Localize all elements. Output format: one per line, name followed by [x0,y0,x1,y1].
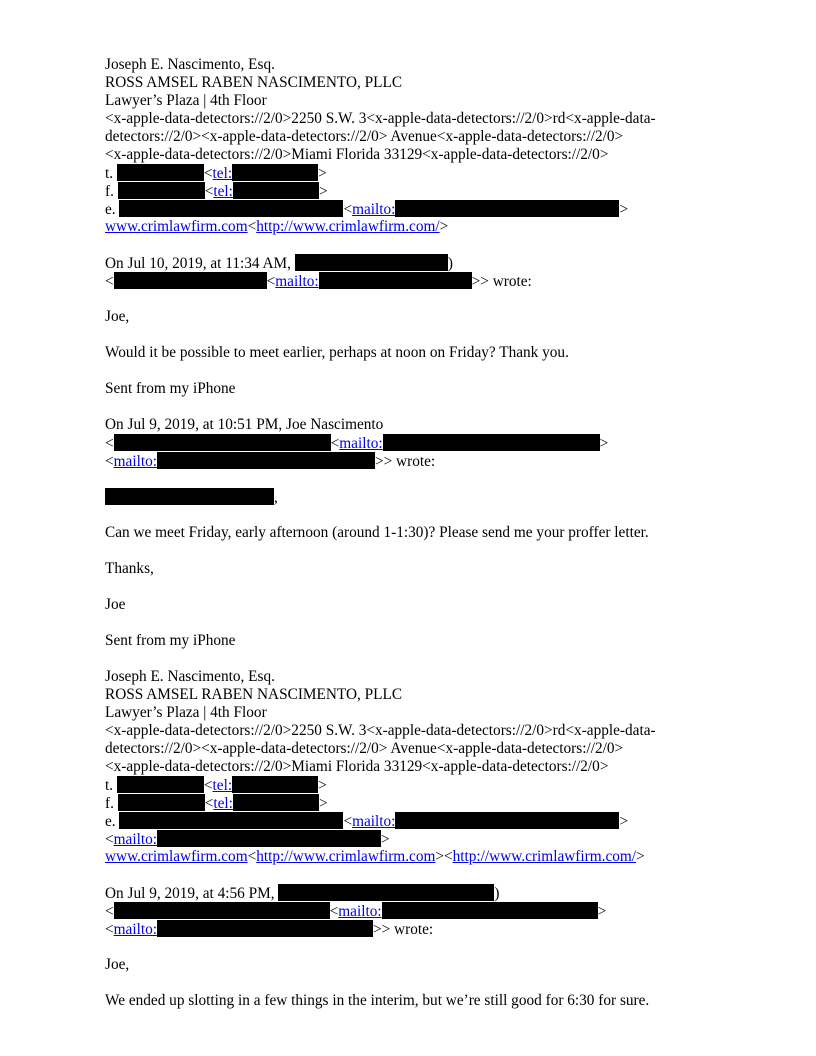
redaction [114,434,331,451]
redaction [319,272,472,289]
lt-symbol: < [329,903,339,920]
website-link[interactable]: www.crimlawfirm.com [105,218,248,235]
msg2-thanks: Thanks, [105,560,154,577]
msg1-header-line-1 [105,254,453,273]
tel-link[interactable]: tel: [212,165,233,182]
sig1-website-line [105,218,448,236]
sig1-firm: ROSS AMSEL RABEN NASCIMENTO, PLLC [105,74,403,91]
mailto-link[interactable]: mailto: [352,201,396,218]
sig2-firm: ROSS AMSEL RABEN NASCIMENTO, PLLC [105,686,403,703]
msg3-header-text: On Jul 9, 2019, at 4:56 PM, [105,885,275,902]
lt-symbol: < [330,435,340,452]
mailto-link[interactable]: mailto: [113,921,157,938]
redaction [157,452,375,469]
sig2-email-line-2 [105,830,390,849]
msg1-body: Would it be possible to meet earlier, perhaps at noon on Friday? Thank you. [105,344,569,361]
fax-prefix: f. [105,795,114,812]
msg2-header-line-1: On Jul 9, 2019, at 10:51 PM, Joe Nascimento [105,416,384,433]
mailto-link[interactable]: mailto: [339,435,383,452]
sig1-address-line-1: <x-apple-data-detectors://2/0>2250 S.W. 3<x-apple-data-detectors://2/0>rd<x-apple-data- [105,110,656,127]
redaction [114,272,267,289]
lt-symbol: < [105,435,114,452]
msg2-sent-from: Sent from my iPhone [105,632,236,649]
gt-symbol: > [318,165,327,182]
lt-symbol: < [343,201,353,218]
sig1-email-line [105,200,628,219]
redaction [119,812,343,829]
mailto-link[interactable]: mailto: [113,831,157,848]
msg3-header-line-1 [105,884,500,903]
paren-close: ) [494,885,500,902]
sig2-phone-line [105,776,327,795]
lt-symbol: < [343,813,353,830]
sig2-email-line [105,812,628,831]
redaction [117,164,204,181]
redaction [382,902,598,919]
website-url-link[interactable]: http://www.crimlawfirm.com/ [256,218,440,235]
sig1-building: Lawyer’s Plaza | 4th Floor [105,92,267,109]
msg2-salutation [105,488,278,507]
tel-link[interactable]: tel: [213,183,233,200]
redaction [395,812,619,829]
redaction [118,182,205,199]
website-url-link[interactable]: http://www.crimlawfirm.com [256,848,436,865]
lt-symbol: < [105,273,114,290]
mailto-link[interactable]: mailto: [113,453,157,470]
lt-symbol: < [247,848,257,865]
gt-symbol: > [380,831,390,848]
sig1-name: Joseph E. Nascimento, Esq. [105,56,275,73]
msg2-body: Can we meet Friday, early afternoon (around 1-1:30)? Please send me your proffer letter. [105,524,649,541]
msg3-greeting: Joe, [105,956,130,973]
wrote-text: >> wrote: [372,921,434,938]
tel-link[interactable]: tel: [212,777,233,794]
redaction [233,182,319,199]
sig1-address-line-3: <x-apple-data-detectors://2/0>Miami Florida 33129<x-apple-data-detectors://2/0> [105,146,609,163]
website-link[interactable]: www.crimlawfirm.com [105,848,248,865]
msg1-header-text: On Jul 10, 2019, at 11:34 AM, [105,255,291,272]
wrote-text: >> wrote: [374,453,436,470]
redaction [232,776,318,793]
msg3-header-line-2 [105,902,606,921]
redaction [157,920,373,937]
redaction [117,776,204,793]
gt-symbol: > [318,795,328,812]
website-url-link[interactable]: http://www.crimlawfirm.com/ [452,848,637,865]
email-prefix: e. [105,813,116,830]
msg2-signoff: Joe [105,596,126,613]
salutation-comma: , [274,489,278,506]
email-prefix: e. [105,201,116,218]
msg2-header-line-2 [105,434,608,453]
fax-prefix: f. [105,183,114,200]
lt-symbol: < [105,453,114,470]
redaction [232,164,318,181]
lt-symbol: < [203,165,213,182]
redaction [119,200,343,217]
paren-close: ) [447,255,453,272]
redaction [295,254,448,271]
gt-symbol: > [619,813,629,830]
sig2-name: Joseph E. Nascimento, Esq. [105,668,275,685]
tel-link[interactable]: tel: [213,795,233,812]
msg3-body: We ended up slotting in a few things in the interim, but we’re still good for 6:30 for sure. [105,992,650,1009]
phone-prefix: t. [105,165,114,182]
redaction [157,830,381,847]
phone-prefix: t. [105,777,114,794]
sig2-address-line-3: <x-apple-data-detectors://2/0>Miami Florida 33129<x-apple-data-detectors://2/0> [105,758,609,775]
lt-symbol: < [204,795,214,812]
redaction [105,488,274,505]
gt-lt-symbol: >< [435,848,453,865]
gt-symbol: > [439,218,449,235]
sig1-address-line-2: detectors://2/0><x-apple-data-detectors://2/0> Avenue<x-apple-data-detectors://2/0> [105,128,624,145]
wrote-text: >> wrote: [471,273,532,290]
gt-symbol: > [318,183,328,200]
lt-symbol: < [203,777,213,794]
redaction [395,200,619,217]
msg1-sent-from: Sent from my iPhone [105,380,236,397]
lt-symbol: < [247,218,257,235]
gt-symbol: > [636,848,645,865]
lt-symbol: < [204,183,214,200]
sig2-fax-line [105,794,328,813]
redaction [118,794,205,811]
gt-symbol: > [318,777,327,794]
sig2-building: Lawyer’s Plaza | 4th Floor [105,704,267,721]
msg1-header-line-2 [105,272,532,291]
lt-symbol: < [105,903,114,920]
redaction [383,434,600,451]
sig2-address-line-2: detectors://2/0><x-apple-data-detectors://2/0> Avenue<x-apple-data-detectors://2/0> [105,740,624,757]
redaction [114,902,330,919]
msg3-header-line-3 [105,920,433,939]
sig1-phone-line [105,164,327,183]
sig2-address-line-1: <x-apple-data-detectors://2/0>2250 S.W. 3<x-apple-data-detectors://2/0>rd<x-apple-data- [105,722,656,739]
redaction [233,794,319,811]
redaction [278,884,494,901]
msg2-header-line-3 [105,452,435,471]
sig2-website-line [105,848,645,866]
lt-symbol: < [266,273,276,290]
gt-symbol: > [599,435,609,452]
gt-symbol: > [597,903,607,920]
mailto-link[interactable]: mailto: [352,813,396,830]
gt-symbol: > [619,201,629,218]
sig1-fax-line [105,182,328,201]
mailto-link[interactable]: mailto: [338,903,382,920]
lt-symbol: < [105,921,114,938]
msg1-greeting: Joe, [105,308,130,325]
mailto-link[interactable]: mailto: [275,273,319,290]
lt-symbol: < [105,831,114,848]
